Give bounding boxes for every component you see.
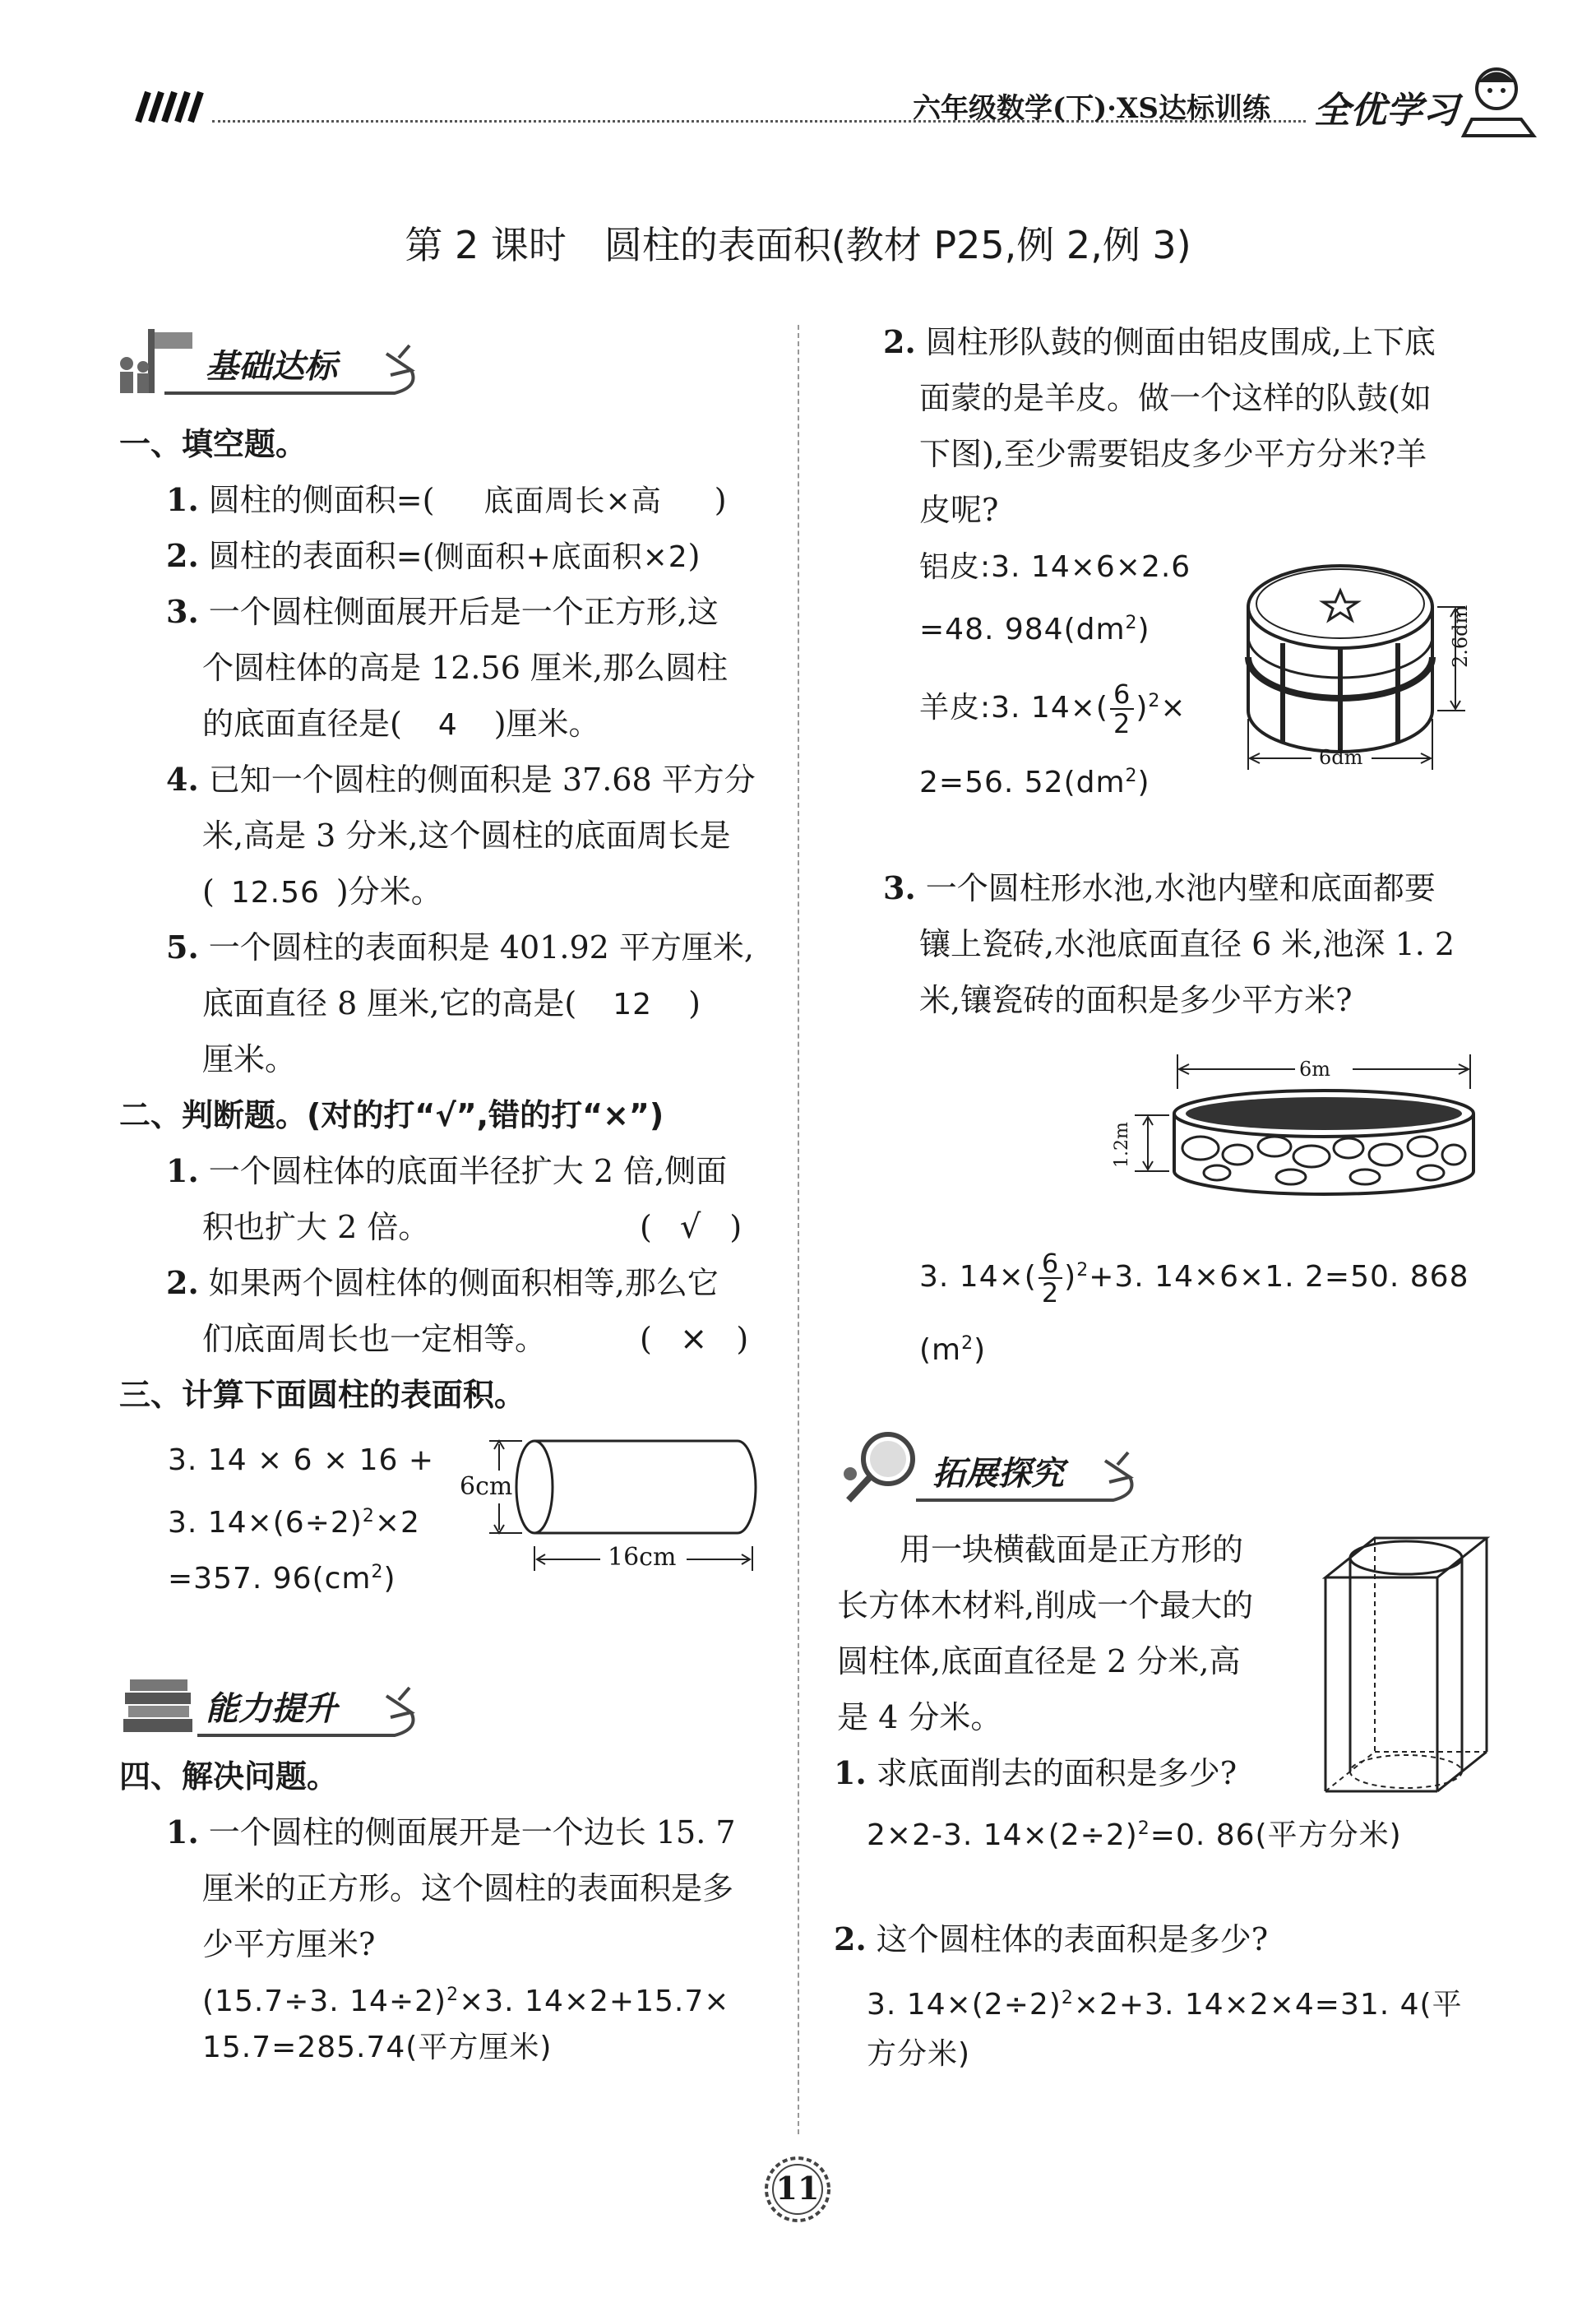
banner-extension bbox=[834, 1428, 1146, 1510]
drum-diameter-label: 6dm bbox=[1319, 746, 1363, 769]
judge-q2: 2. 如果两个圆柱体的侧面积相等,那么它 bbox=[166, 1264, 719, 1301]
cylinder-diagram bbox=[448, 1431, 777, 1587]
calc-work-line2: 3. $14\times(6\div 2)^2\times 2$ bbox=[168, 1506, 420, 1540]
extension-intro-line3: 圆柱体,底面直径是 2 分米,高 bbox=[837, 1643, 1241, 1679]
extension-intro-line2: 长方体木材料,削成一个最大的 bbox=[837, 1587, 1254, 1624]
solve-heading: 四、解决问题。 bbox=[119, 1758, 339, 1795]
judge-heading: 二、判断题。(对的打“√”,错的打“×”) bbox=[119, 1097, 664, 1133]
banner-extension-label: 拓展探究 bbox=[932, 1455, 1064, 1493]
fill-q4-answer: 12.56 bbox=[230, 876, 320, 910]
solve-q3-answer-line1: 3. 14×( $\frac{6}{2}$ )$^2$+3. 14×6×1. 2=50. 868 bbox=[919, 1248, 1469, 1309]
fill-q5-line2: 底面直径 8 厘米,它的高是( 12 ) bbox=[202, 985, 701, 1021]
banner-ability-label: 能力提升 bbox=[206, 1690, 337, 1728]
fraction-6-over-2: $\frac{6}{2}$ bbox=[1110, 680, 1134, 738]
judge-q2-line2: 们底面周长也一定相等。 bbox=[202, 1321, 547, 1357]
calc-work-line3: =357. $96(cm^2)$ bbox=[168, 1562, 396, 1596]
drum-diagram bbox=[1233, 546, 1497, 773]
pool-height-label: 1.2m bbox=[1112, 1122, 1132, 1168]
prism-cylinder-diagram bbox=[1316, 1530, 1497, 1804]
banner-basic-label: 基础达标 bbox=[206, 348, 337, 386]
judge-q1-answer: √ bbox=[679, 1208, 702, 1246]
fill-q3-line2: 个圆柱体的高是 12.56 厘米,那么圆柱 bbox=[202, 650, 729, 686]
judge-q1-bracket: ( √ ) bbox=[640, 1208, 742, 1246]
column-divider bbox=[798, 325, 799, 2134]
header-hatch-mark bbox=[130, 89, 212, 127]
calc-heading: 三、计算下面圆柱的表面积。 bbox=[119, 1377, 526, 1413]
judge-q2-bracket: ( × ) bbox=[640, 1320, 749, 1358]
fill-q5: 5. 一个圆柱的表面积是 401.92 平方厘米, bbox=[166, 929, 754, 966]
prism-cylinder-icon bbox=[1316, 1530, 1497, 1801]
fill-q5-line3: 厘米。 bbox=[202, 1041, 297, 1077]
solve-q2: 2. 圆柱形队鼓的侧面由铝皮围成,上下底 bbox=[883, 323, 1436, 360]
extension-q2-answer-line1: 3. $14\times(2\div 2)^2\times 2+3$. 14×2×4=31. 4(平 bbox=[867, 1988, 1463, 2022]
solve-q3-line2: 镶上瓷砖,水池底面直径 6 米,池深 1. 2 bbox=[919, 926, 1455, 962]
fill-q3-answer: 4 bbox=[437, 708, 458, 742]
extension-q1: 1. 求底面削去的面积是多少? bbox=[834, 1754, 1237, 1791]
brand-mascot-icon bbox=[1455, 58, 1546, 143]
pool-diagram bbox=[1102, 1049, 1497, 1197]
header-book-title: 六年级数学(下)·XS达标训练 bbox=[913, 92, 1270, 125]
cylinder-height-label: 6cm bbox=[460, 1472, 513, 1501]
fill-q2-answer: 侧面积+底面积×2 bbox=[434, 540, 688, 574]
solve-q2-answer-line1: 铝皮:3. 14×6×2.6 bbox=[919, 550, 1191, 584]
pool-diameter-label: 6m bbox=[1299, 1058, 1331, 1081]
solve-q1-line2: 厘米的正方形。这个圆柱的表面积是多 bbox=[202, 1870, 734, 1906]
fill-q4-line3: ( 12.56 )分米。 bbox=[202, 873, 442, 910]
fraction-6-over-2-pool: $\frac{6}{2}$ bbox=[1039, 1249, 1062, 1307]
fill-q2: 2. 圆柱的表面积=(侧面积+底面积×2) bbox=[166, 537, 701, 574]
solve-q3-line3: 米,镶瓷砖的面积是多少平方米? bbox=[919, 982, 1353, 1018]
solve-q2-line3: 下图),至少需要铝皮多少平方分米?羊 bbox=[919, 436, 1427, 472]
solve-q2-answer-line4: 2=56. $52(dm^2)$ bbox=[919, 766, 1150, 799]
extension-intro-line4: 是 4 分米。 bbox=[837, 1699, 1002, 1735]
drum-height-label: 2.6dm bbox=[1449, 604, 1472, 668]
judge-q1-line2: 积也扩大 2 倍。 bbox=[202, 1209, 430, 1245]
solve-q1-answer-line1: (15.7÷3. 14÷2)$^2$×3. 14×2+15.7× bbox=[202, 1985, 730, 2018]
fill-q4: 4. 已知一个圆柱的侧面积是 37.68 平方分 bbox=[166, 761, 756, 798]
solve-q1-answer-line2: 15.7=285.74(平方厘米) bbox=[202, 2031, 553, 2064]
solve-q2-line2: 面蒙的是羊皮。做一个这样的队鼓(如 bbox=[919, 380, 1432, 416]
extension-q2: 2. 这个圆柱体的表面积是多少? bbox=[834, 1920, 1269, 1957]
fill-heading: 一、填空题。 bbox=[119, 426, 308, 462]
page-number: 11 bbox=[775, 2170, 820, 2207]
cylinder-length-label: 16cm bbox=[608, 1543, 677, 1572]
banner-basic bbox=[115, 321, 428, 403]
banner-ability bbox=[115, 1663, 428, 1745]
solve-q1: 1. 一个圆柱的侧面展开是一个边长 15. 7 bbox=[166, 1813, 736, 1850]
hatch-icon bbox=[130, 89, 212, 123]
page-number-badge bbox=[763, 2155, 832, 2224]
solve-q2-answer-line2: =48. $984(dm^2)$ bbox=[919, 613, 1150, 646]
judge-q1: 1. 一个圆柱体的底面半径扩大 2 倍,侧面 bbox=[166, 1152, 728, 1189]
solve-q1-line3: 少平方厘米? bbox=[202, 1926, 376, 1962]
calc-work-line1: 3. 14 × 6 × 16 + bbox=[168, 1443, 435, 1477]
judge-q2-answer: × bbox=[679, 1320, 709, 1358]
extension-q2-answer-line2: 方分米) bbox=[867, 2037, 971, 2071]
fill-q1: 1. 圆柱的侧面积=( 底面周长×高 ) bbox=[166, 481, 727, 518]
fill-q3-line3: 的底面直径是( 4 )厘米。 bbox=[202, 706, 600, 742]
extension-intro-line1: 用一块横截面是正方形的 bbox=[900, 1531, 1244, 1568]
fill-q5-answer: 12 bbox=[613, 988, 653, 1021]
fill-q1-answer: 底面周长×高 bbox=[483, 484, 662, 518]
solve-q2-answer-line3: 羊皮:3. 14×( $\frac{6}{2}$ )$^2$× bbox=[919, 679, 1187, 739]
lesson-title: 第 2 课时 圆柱的表面积(教材 P25,例 2,例 3) bbox=[405, 223, 1191, 267]
header-brand: 全优学习 bbox=[1314, 90, 1459, 132]
fill-q3: 3. 一个圆柱侧面展开后是一个正方形,这 bbox=[166, 593, 719, 630]
fill-q4-line2: 米,高是 3 分米,这个圆柱的底面周长是 bbox=[202, 818, 731, 854]
solve-q3-answer-line2: $(m^2)$ bbox=[919, 1333, 987, 1367]
solve-q3: 3. 一个圆柱形水池,水池内壁和底面都要 bbox=[883, 869, 1436, 906]
solve-q2-line4: 皮呢? bbox=[919, 492, 999, 528]
extension-q1-answer: 2×2-3. $14\times(2\div 2)^2=0$. 86(平方分米) bbox=[867, 1818, 1402, 1852]
